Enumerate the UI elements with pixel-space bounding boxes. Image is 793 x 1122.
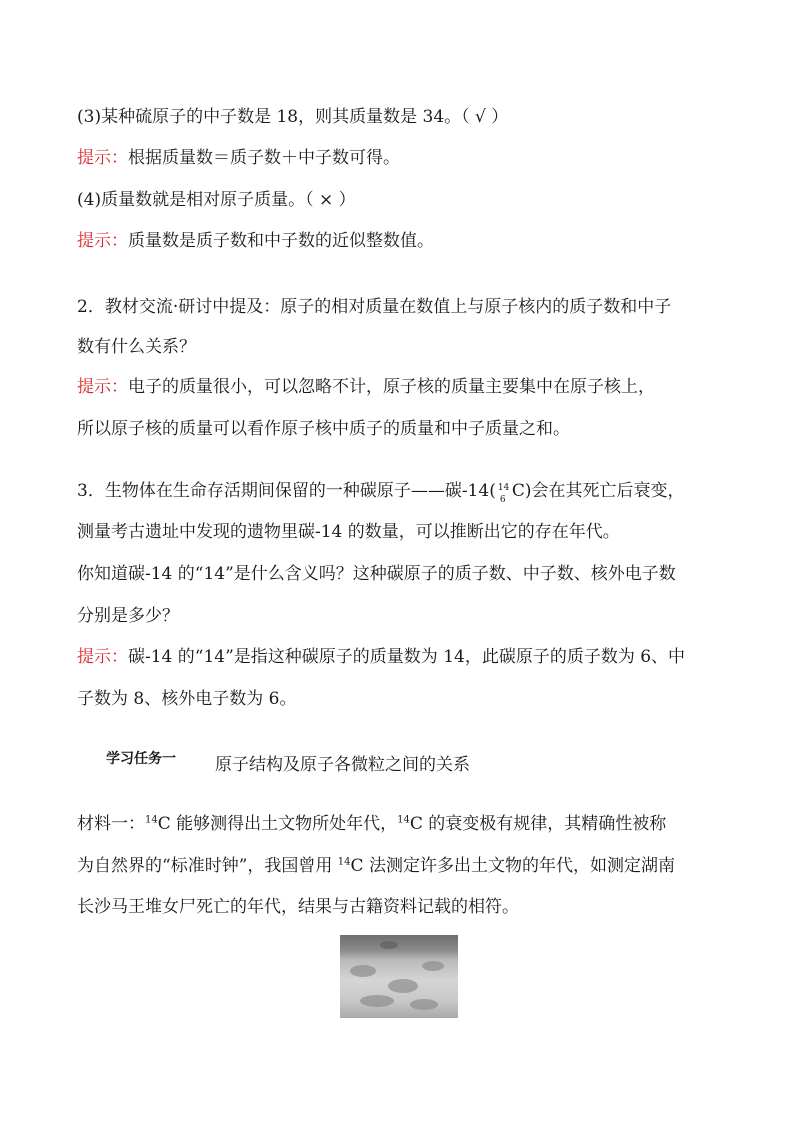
question-3-statement: (3)某种硫原子的中子数是 18，则其质量数是 34。（ √ ）	[77, 107, 509, 127]
hint-label: 提示：	[77, 647, 128, 667]
question-3-text: C)会在其死亡后衰变，	[511, 481, 685, 501]
hint-text: 碳-14 的“14”是指这种碳原子的质量数为 14，此碳原子的质子数为 6、中	[128, 647, 686, 667]
task-title: 原子结构及原子各微粒之间的关系	[215, 755, 470, 775]
isotope-atomic-number: 6	[499, 495, 506, 505]
material-label: 材料一：	[77, 814, 145, 834]
question-2-line-2: 数有什么关系？	[77, 337, 196, 357]
question-2-line-1: 2．教材交流·研讨中提及：原子的相对质量在数值上与原子核内的质子数和中子	[77, 297, 672, 317]
question-3-line-1	[77, 480, 685, 505]
question-3-line-2: 测量考古遗址中发现的遗物里碳-14 的数量，可以推断出它的存在年代。	[77, 522, 620, 542]
hint-label: 提示：	[77, 231, 128, 251]
material-text: C 法测定许多出土文物的年代，如测定湖南	[350, 856, 675, 876]
carbon-14-isotope-notation	[496, 480, 512, 505]
hint-label: 提示：	[77, 148, 128, 168]
excavation-photo	[340, 935, 458, 1018]
hint-text: 质量数是质子数和中子数的近似整数值。	[128, 231, 434, 251]
hint-line	[77, 376, 655, 398]
task-tag: 学习任务一	[106, 751, 176, 767]
material-line-1	[77, 813, 666, 835]
superscript: 14	[145, 814, 158, 826]
material-text: C 能够测得出土文物所处年代，	[157, 814, 398, 834]
hint-line	[77, 646, 685, 668]
question-3-text: 3．生物体在生命存活期间保留的一种碳原子——碳-14(	[77, 481, 496, 501]
hint-label: 提示：	[77, 377, 128, 397]
hint-continuation: 子数为 8、核外电子数为 6。	[77, 689, 297, 709]
hint-line	[77, 147, 400, 169]
hint-continuation: 所以原子核的质量可以看作原子核中质子的质量和中子质量之和。	[77, 419, 570, 439]
hint-text: 根据质量数＝质子数＋中子数可得。	[128, 148, 400, 168]
superscript: 14	[337, 856, 351, 868]
material-text: 为自然界的“标准时钟”，我国曾用	[77, 856, 338, 876]
superscript: 14	[397, 814, 410, 826]
isotope-mass-number: 14	[497, 483, 510, 493]
material-text: C 的衰变极有规律，其精确性被称	[409, 814, 667, 834]
question-3-line-3: 你知道碳-14 的“14”是什么含义吗？这种碳原子的质子数、中子数、核外电子数	[77, 564, 676, 584]
question-4-statement: (4)质量数就是相对原子质量。（ × ）	[77, 190, 356, 210]
material-line-2	[77, 855, 675, 877]
hint-text: 电子的质量很小，可以忽略不计，原子核的质量主要集中在原子核上，	[128, 377, 655, 397]
question-3-line-4: 分别是多少？	[77, 606, 179, 626]
material-line-3: 长沙马王堆女尸死亡的年代，结果与古籍资料记载的相符。	[77, 897, 519, 917]
hint-line	[77, 230, 434, 252]
